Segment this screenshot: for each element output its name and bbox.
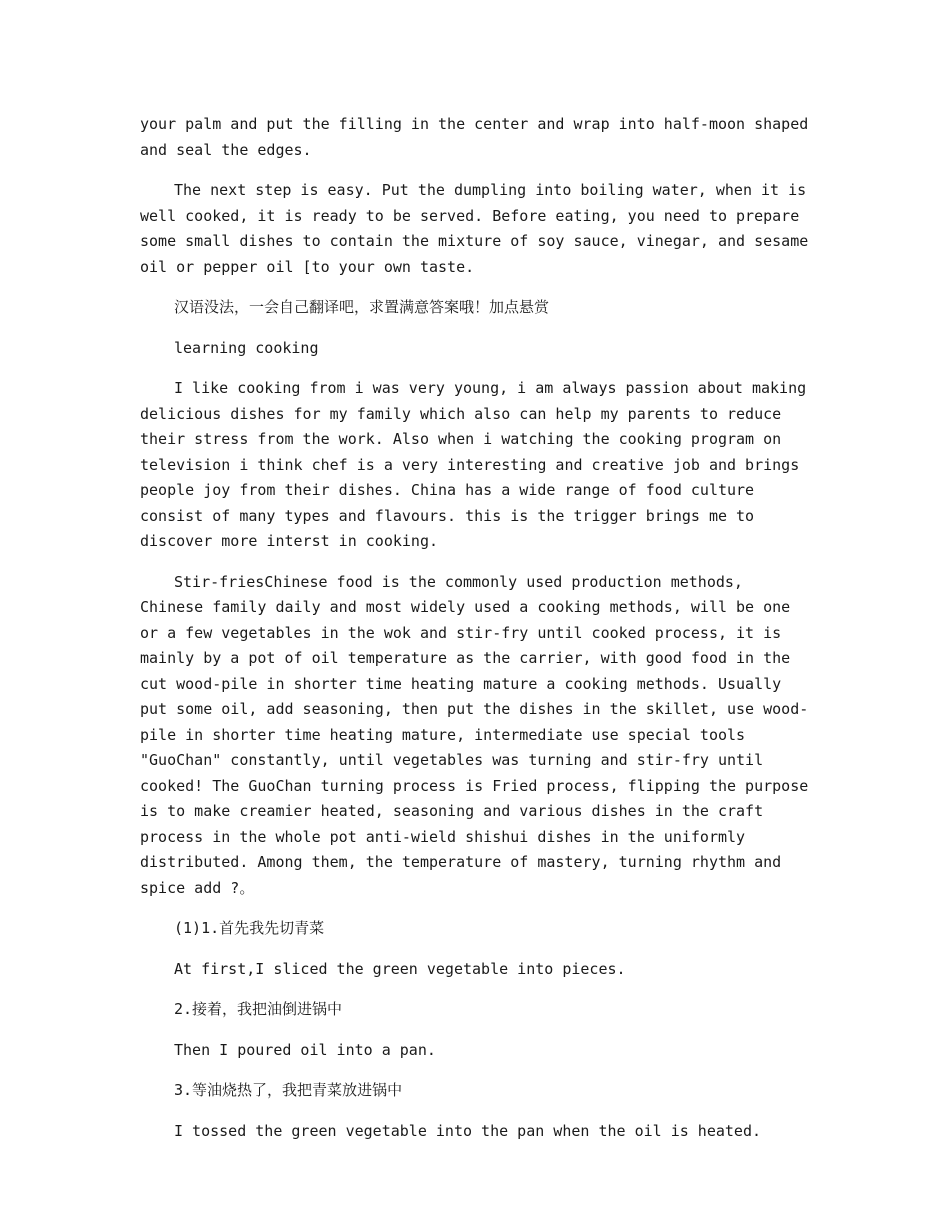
paragraph-chinese-note: 汉语没法，一会自己翻译吧，求置满意答案哦！加点悬赏 bbox=[174, 298, 550, 316]
step-1-chinese: (1)1.首先我先切青菜 bbox=[174, 919, 325, 937]
document-body bbox=[140, 112, 812, 1159]
step-1-english: At first,I sliced the green vegetable into pieces. bbox=[174, 959, 626, 978]
step-3-english: I tossed the green vegetable into the pan when the oil is heated. bbox=[174, 1121, 761, 1140]
step-3-chinese: 3.等油烧热了，我把青菜放进锅中 bbox=[174, 1081, 403, 1099]
paragraph-stir-fry: Stir-friesChinese food is the commonly used production methods, Chinese family daily and most widely used a cooking methods, will be one or a few vegetables in the wok and stir-fry until cooked process, it is mainly by a pot of oil temperature as the carrier, with good food in the cut wood-pile in shorter time heating mature a cooking methods. Usually put some oil, add seasoning, then put the dishes in the skillet, use wood-pile in shorter time heating mature, intermediate use special tools "GuoChan" constantly, until vegetables was turning and stir-fry until cooked! The GuoChan turning process is Fried process, flipping the purpose is to make creamier heated, seasoning and various dishes in the craft process in the whole pot anti-wield shishui dishes in the uniformly distributed. Among them, the temperature of mastery, turning rhythm and spice add ?。 bbox=[140, 572, 809, 897]
paragraph-cooking-passion: I like cooking from i was very young, i am always passion about making delicious dishes for my family which also can help my parents to reduce their stress from the work. Also when i watching the cooking program on television i think chef is a very interesting and creative job and brings people joy from their dishes. China has a wide range of food culture consist of many types and flavours. this is the trigger brings me to discover more interst in cooking. bbox=[140, 379, 807, 550]
section-title-learning-cooking: learning cooking bbox=[174, 338, 319, 357]
step-2-chinese: 2.接着，我把油倒进锅中 bbox=[174, 1000, 343, 1018]
step-2-english: Then I poured oil into a pan. bbox=[174, 1040, 436, 1059]
paragraph-wrap-instructions: your palm and put the filling in the center and wrap into half-moon shaped and seal the edges. bbox=[140, 115, 809, 159]
paragraph-boiling-step: The next step is easy. Put the dumpling into boiling water, when it is well cooked, it is ready to be served. Before eating, you need to prepare some small dishes to contain the mixture of soy sauce, vinegar, and sesame oil or pepper oil [to your own taste. bbox=[140, 181, 809, 276]
